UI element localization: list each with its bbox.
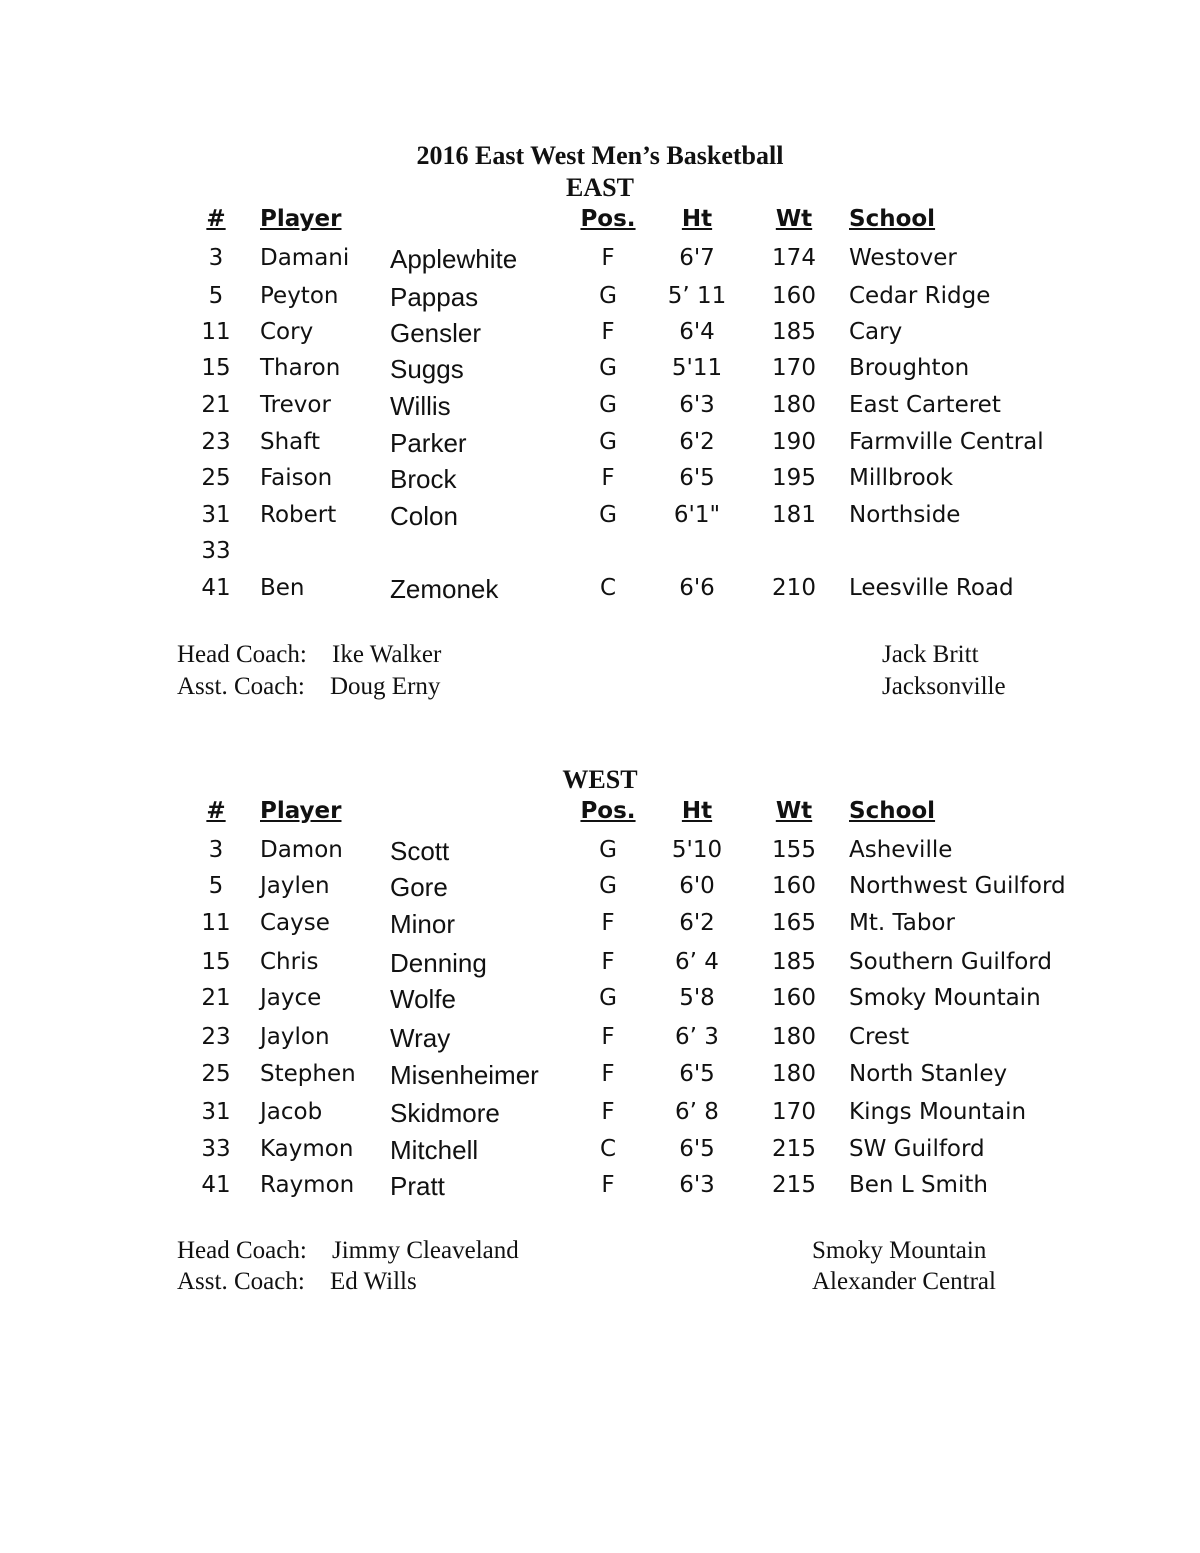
player-position: G <box>599 355 617 381</box>
head-coach-name: Ike Walker <box>332 641 442 668</box>
player-school: North Stanley <box>849 1061 1008 1087</box>
player-first-name: Shaft <box>260 429 320 455</box>
player-position: G <box>599 429 617 455</box>
east-asst-coach <box>0 671 1200 703</box>
player-last-name: Zemonek <box>390 574 499 604</box>
player-last-name: Wolfe <box>390 984 456 1014</box>
player-first-name: Cory <box>260 319 314 345</box>
player-position: F <box>601 1024 615 1050</box>
table-row <box>0 1099 1200 1133</box>
player-weight: 180 <box>772 1024 816 1050</box>
header-wt: Wt <box>775 798 813 824</box>
player-first-name: Jayce <box>260 985 322 1011</box>
player-school: Northwest Guilford <box>849 873 1066 899</box>
player-weight: 155 <box>772 837 816 863</box>
player-last-name: Scott <box>390 836 450 866</box>
player-height: 6'5 <box>679 465 715 491</box>
header-pos: Pos. <box>580 798 636 824</box>
player-weight: 180 <box>772 392 816 418</box>
player-position: G <box>599 837 617 863</box>
player-height: 5’ 11 <box>667 283 727 309</box>
player-height: 5'11 <box>671 355 723 381</box>
player-last-name: Brock <box>390 464 457 494</box>
player-position: F <box>601 319 615 345</box>
east-head-coach <box>0 639 1200 671</box>
asst-coach-label: Asst. Coach: <box>177 1268 305 1295</box>
table-row <box>0 1136 1200 1170</box>
player-weight: 215 <box>772 1136 816 1162</box>
player-school: Southern Guilford <box>849 949 1052 975</box>
player-weight: 170 <box>772 1099 816 1125</box>
player-height: 6’ 3 <box>675 1024 719 1050</box>
header-wt: Wt <box>775 206 813 232</box>
table-row <box>0 1172 1200 1206</box>
player-number: 11 <box>201 910 231 936</box>
player-last-name: Parker <box>390 428 467 458</box>
player-position: F <box>601 1172 615 1198</box>
player-first-name: Stephen <box>260 1061 356 1087</box>
head-coach-name: Jimmy Cleaveland <box>332 1237 519 1264</box>
table-row <box>0 1061 1200 1095</box>
table-row <box>0 429 1200 463</box>
player-last-name: Skidmore <box>390 1098 500 1128</box>
player-height: 6'2 <box>679 910 715 936</box>
player-position: G <box>599 392 617 418</box>
player-first-name: Damon <box>260 837 343 863</box>
table-row <box>0 1024 1200 1058</box>
player-number: 31 <box>201 502 231 528</box>
player-weight: 215 <box>772 1172 816 1198</box>
player-height: 6'3 <box>679 1172 715 1198</box>
player-last-name: Misenheimer <box>390 1060 539 1090</box>
player-school: Kings Mountain <box>849 1099 1027 1125</box>
player-weight: 160 <box>772 873 816 899</box>
player-number: 11 <box>201 319 231 345</box>
player-first-name: Faison <box>260 465 333 491</box>
player-school: SW Guilford <box>849 1136 985 1162</box>
player-school: East Carteret <box>849 392 1001 418</box>
west-asst-coach <box>0 1266 1200 1298</box>
player-weight: 185 <box>772 319 816 345</box>
west-head-coach <box>0 1235 1200 1267</box>
player-number: 21 <box>201 392 231 418</box>
table-row <box>0 392 1200 426</box>
table-row <box>0 502 1200 536</box>
table-row <box>0 873 1200 907</box>
table-row <box>0 949 1200 983</box>
player-first-name: Ben <box>260 575 305 601</box>
player-first-name: Jaylen <box>260 873 330 899</box>
table-row <box>0 538 1200 572</box>
player-weight: 195 <box>772 465 816 491</box>
player-number: 41 <box>201 575 231 601</box>
east-header-row <box>0 206 1200 240</box>
header-player: Player <box>260 798 342 824</box>
player-height: 6’ 4 <box>675 949 719 975</box>
header-ht: Ht <box>681 798 713 824</box>
table-row <box>0 355 1200 389</box>
header-num: # <box>206 798 226 824</box>
player-first-name: Cayse <box>260 910 330 936</box>
player-position: C <box>599 1136 617 1162</box>
asst-coach-school: Alexander Central <box>812 1268 996 1295</box>
player-position: F <box>601 465 615 491</box>
west-header-row <box>0 798 1200 832</box>
asst-coach-name: Ed Wills <box>330 1268 417 1295</box>
header-player: Player <box>260 206 342 232</box>
player-school: Smoky Mountain <box>849 985 1041 1011</box>
west-heading: WEST <box>562 765 638 794</box>
player-last-name: Pratt <box>390 1171 445 1201</box>
player-weight: 174 <box>772 245 816 271</box>
player-height: 6'5 <box>679 1061 715 1087</box>
player-height: 6'3 <box>679 392 715 418</box>
player-school: Cedar Ridge <box>849 283 991 309</box>
player-number: 15 <box>201 949 231 975</box>
player-height: 6'0 <box>679 873 715 899</box>
player-number: 33 <box>201 1136 231 1162</box>
player-school: Cary <box>849 319 903 345</box>
player-number: 15 <box>201 355 231 381</box>
player-school: Westover <box>849 245 957 271</box>
player-height: 6'4 <box>679 319 715 345</box>
player-last-name: Denning <box>390 948 487 978</box>
asst-coach-label: Asst. Coach: <box>177 673 305 700</box>
player-position: C <box>599 575 617 601</box>
east-heading: EAST <box>566 173 634 202</box>
table-row <box>0 283 1200 317</box>
player-position: F <box>601 1061 615 1087</box>
player-school: Farmville Central <box>849 429 1044 455</box>
player-number: 3 <box>208 837 224 863</box>
page-title: 2016 East West Men’s Basketball <box>416 141 784 170</box>
player-height: 5'10 <box>671 837 723 863</box>
player-last-name: Gore <box>390 872 448 902</box>
player-weight: 210 <box>772 575 816 601</box>
table-row <box>0 910 1200 944</box>
player-first-name: Trevor <box>260 392 331 418</box>
player-weight: 165 <box>772 910 816 936</box>
player-last-name: Applewhite <box>390 244 518 274</box>
player-first-name: Peyton <box>260 283 339 309</box>
player-number: 31 <box>201 1099 231 1125</box>
player-school: Crest <box>849 1024 910 1050</box>
player-position: G <box>599 985 617 1011</box>
head-coach-school: Smoky Mountain <box>812 1237 987 1264</box>
player-last-name: Suggs <box>390 354 464 384</box>
player-weight: 160 <box>772 985 816 1011</box>
head-coach-label: Head Coach: <box>177 641 307 668</box>
asst-coach-name: Doug Erny <box>330 673 441 700</box>
player-position: G <box>599 502 617 528</box>
player-last-name: Colon <box>390 501 458 531</box>
player-first-name: Raymon <box>260 1172 355 1198</box>
player-position: F <box>601 949 615 975</box>
player-number: 5 <box>208 283 224 309</box>
player-first-name: Chris <box>260 949 319 975</box>
player-first-name: Damani <box>260 245 350 271</box>
head-coach-label: Head Coach: <box>177 1237 307 1264</box>
player-weight: 190 <box>772 429 816 455</box>
player-position: G <box>599 283 617 309</box>
player-position: F <box>601 910 615 936</box>
player-school: Ben L Smith <box>849 1172 988 1198</box>
player-weight: 185 <box>772 949 816 975</box>
header-num: # <box>206 206 226 232</box>
player-school: Mt. Tabor <box>849 910 955 936</box>
player-school: Asheville <box>849 837 953 863</box>
player-height: 6'5 <box>679 1136 715 1162</box>
player-last-name: Minor <box>390 909 456 939</box>
player-first-name: Jacob <box>260 1099 323 1125</box>
player-height: 6'7 <box>679 245 715 271</box>
player-number: 23 <box>201 429 231 455</box>
player-school: Broughton <box>849 355 970 381</box>
player-number: 23 <box>201 1024 231 1050</box>
player-last-name: Willis <box>390 391 451 421</box>
player-first-name: Robert <box>260 502 337 528</box>
table-row <box>0 837 1200 871</box>
player-number: 21 <box>201 985 231 1011</box>
player-number: 5 <box>208 873 224 899</box>
header-school: School <box>849 206 936 232</box>
player-height: 6'2 <box>679 429 715 455</box>
asst-coach-school: Jacksonville <box>882 673 1006 700</box>
table-row <box>0 319 1200 353</box>
table-row <box>0 465 1200 499</box>
player-position: F <box>601 245 615 271</box>
player-first-name: Kaymon <box>260 1136 354 1162</box>
player-height: 5'8 <box>679 985 715 1011</box>
player-school: Millbrook <box>849 465 954 491</box>
player-height: 6’ 8 <box>675 1099 719 1125</box>
table-row <box>0 985 1200 1019</box>
header-ht: Ht <box>681 206 713 232</box>
player-weight: 170 <box>772 355 816 381</box>
player-weight: 160 <box>772 283 816 309</box>
player-height: 6'1" <box>673 502 721 528</box>
player-last-name: Mitchell <box>390 1135 479 1165</box>
table-row <box>0 245 1200 279</box>
player-position: F <box>601 1099 615 1125</box>
player-position: G <box>599 873 617 899</box>
player-number: 3 <box>208 245 224 271</box>
player-last-name: Gensler <box>390 318 482 348</box>
player-height: 6'6 <box>679 575 715 601</box>
player-last-name: Pappas <box>390 282 479 312</box>
player-weight: 181 <box>772 502 816 528</box>
table-row <box>0 575 1200 609</box>
header-pos: Pos. <box>580 206 636 232</box>
player-weight: 180 <box>772 1061 816 1087</box>
player-last-name: Wray <box>390 1023 451 1053</box>
player-school: Northside <box>849 502 961 528</box>
player-number: 41 <box>201 1172 231 1198</box>
player-number: 25 <box>201 465 231 491</box>
player-first-name: Jaylon <box>260 1024 330 1050</box>
player-first-name: Tharon <box>260 355 341 381</box>
player-number: 33 <box>201 538 231 564</box>
player-number: 25 <box>201 1061 231 1087</box>
head-coach-school: Jack Britt <box>882 641 979 668</box>
player-school: Leesville Road <box>849 575 1014 601</box>
header-school: School <box>849 798 936 824</box>
